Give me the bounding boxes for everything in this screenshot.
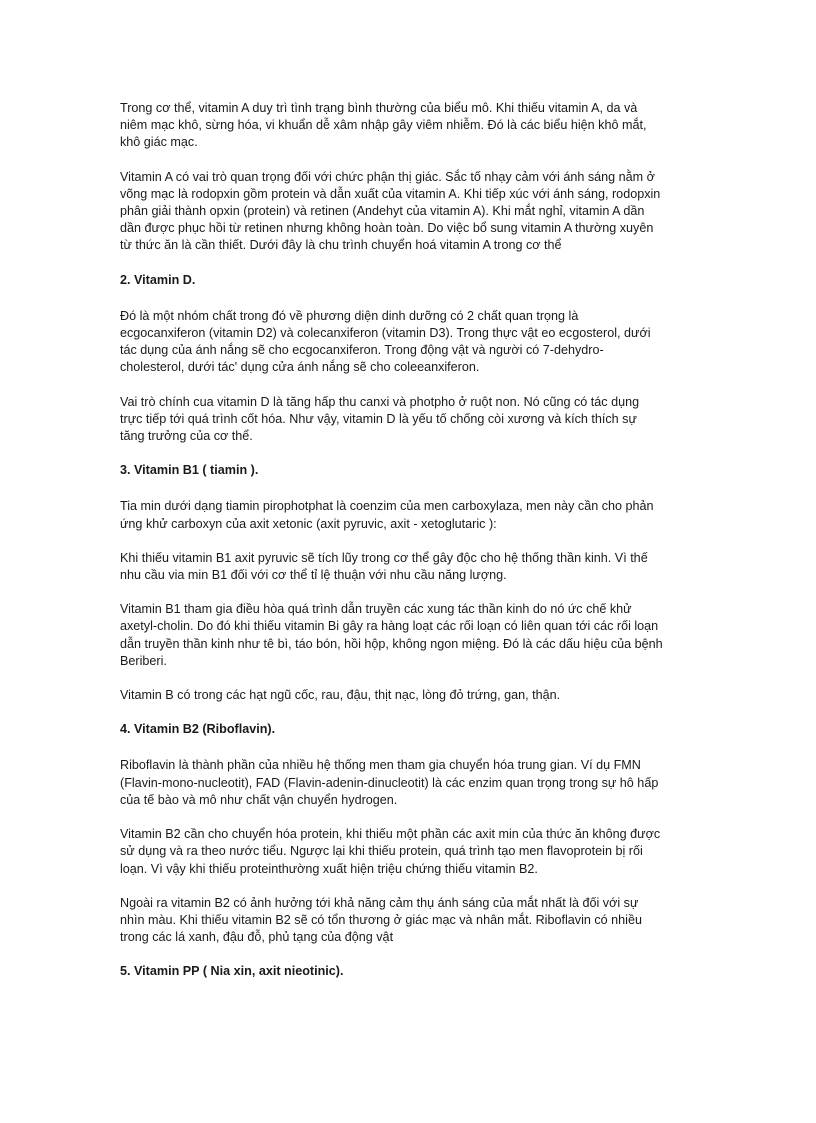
paragraph-vitamin-b1-nervous: [120, 601, 705, 670]
section-heading-vitamin-b1: [120, 462, 705, 479]
text-line: Tia min dưới dạng tiamin pirophotphat là coenzim của men carboxylaza, men này cần cho phản: [120, 499, 654, 514]
text-line: ecgocanxiferon (vitamin D2) và colecanxiferon (vitamin D3). Trong thực vật eo ecgosterol, dưới: [120, 326, 651, 341]
text-line: ứng khử carboxyn của axit xetonic (axit pyruvic, axit - xetoglutaric ):: [120, 516, 497, 531]
text-line: tác dụng của ánh nắng sẽ cho ecgocanxiferon. Trong động vật và người có 7-dehydro-: [120, 343, 604, 358]
paragraph-vitamin-d-role: [120, 394, 705, 446]
text-line: trong các lá xanh, đậu đỗ, phủ tạng của động vật: [120, 930, 394, 945]
text-line: dẫn truyền thần kinh như tê bì, táo bón, hồi hộp, không ngon miệng. Đó là các dấu hiệu của bệnh: [120, 636, 663, 651]
text-line: Vitamin A có vai trò quan trọng đối với chức phận thị giác. Sắc tố nhạy cảm với ánh sáng nằm ở: [120, 169, 655, 184]
text-line: (Flavin-mono-nucleotit), FAD (Flavin-adenin-dinucleotit) là các enzim quan trọng trong sự hô hấp: [120, 775, 659, 790]
section-heading-vitamin-d: [120, 272, 705, 289]
text-line: tăng trưởng của cơ thể.: [120, 429, 253, 444]
text-line: Riboflavin là thành phần của nhiều hệ thống men tham gia chuyển hóa trung gian. Ví dụ FMN: [120, 758, 641, 773]
paragraph-vitamin-b-sources: [120, 687, 705, 704]
text-line: phân giải thành opxin (protein) và retinen (Andehyt của vitamin A). Khi mắt nghỉ, vitamin A dần: [120, 204, 645, 219]
text-line: Beriberi.: [120, 653, 167, 668]
text-line: Vitamin B1 tham gia điều hòa quá trình dẫn truyền các xung tác thần kinh do nó ức chế khử: [120, 602, 632, 617]
text-line: sử dụng và ra theo nước tiểu. Ngược lại khi thiếu protein, quá trình tạo men flavoprotein bị rối: [120, 844, 643, 859]
section-heading-vitamin-pp: [120, 963, 705, 980]
text-line: axetyl-cholin. Do đó khi thiếu vitamin Bi gây ra hàng loạt các rối loạn có liên quan tới các rối loạn: [120, 619, 659, 634]
text-line: Vitamin B có trong các hạt ngũ cốc, rau, đậu, thịt nạc, lòng đỏ trứng, gan, thận.: [120, 688, 561, 703]
text-line: khô giác mạc.: [120, 135, 198, 150]
text-line: Vai trò chính cua vitamin D là tăng hấp thu canxi và photpho ở ruột non. Nó cũng có tác dụng: [120, 394, 640, 409]
text-line: Khi thiếu vitamin B1 axit pyruvic sẽ tích lũy trong cơ thể gây độc cho hệ thống thần kinh. Vì thế: [120, 550, 648, 565]
text-line: Ngoài ra vitamin B2 có ảnh hưởng tới khả năng cảm thụ ánh sáng của mắt nhất là đối với sự: [120, 895, 639, 910]
heading-text: 5. Vitamin PP ( Nia xin, axit nieotinic).: [120, 964, 344, 979]
heading-text: 3. Vitamin B1 ( tiamin ).: [120, 463, 259, 478]
heading-text: 2. Vitamin D.: [120, 272, 196, 287]
paragraph-vitamin-a-epithelium: [120, 100, 705, 152]
text-line: nhu cầu via min B1 đối với cơ thể tỉ lệ thuận với nhu cầu năng lượng.: [120, 568, 507, 583]
text-line: niêm mạc khô, sừng hóa, vi khuẩn dễ xâm nhập gây viêm nhiễm. Đó là các biểu hiện khô mắt,: [120, 118, 647, 133]
text-line: nhìn màu. Khi thiếu vitamin B2 sẽ có tổn thương ở giác mạc và nhân mắt. Riboflavin có nhiều: [120, 912, 642, 927]
paragraph-vitamin-b1-deficiency: [120, 550, 705, 584]
text-line: Đó là một nhóm chất trong đó về phương diện dinh dưỡng có 2 chất quan trọng là: [120, 308, 579, 323]
paragraph-riboflavin-role: [120, 757, 705, 809]
text-line: Trong cơ thể, vitamin A duy trì tình trạng bình thường của biểu mô. Khi thiếu vitamin A, da và: [120, 101, 638, 115]
paragraph-vitamin-a-vision: [120, 169, 705, 255]
paragraph-vitamin-b1-coenzyme: [120, 498, 705, 532]
document-page: [120, 100, 705, 1000]
text-line: trực tiếp tới quá trình cốt hóa. Như vậy, vitamin D là yếu tố chống còi xương và kích thích sự: [120, 411, 637, 426]
section-heading-vitamin-b2: [120, 721, 705, 738]
text-line: từ thức ăn là cần thiết. Dưới đây là chu trình chuyển hoá vitamin A trong cơ thể: [120, 238, 562, 253]
text-line: Vitamin B2 cần cho chuyển hóa protein, khi thiếu một phần các axit min của thức ăn không được: [120, 827, 661, 842]
text-line: dần được phục hồi từ retinen nhưng không hoàn toàn. Do việc bổ sung vitamin A thường xuyên: [120, 221, 654, 236]
text-line: của tế bào và mô như chất vận chuyển hydrogen.: [120, 792, 398, 807]
paragraph-vitamin-d-definition: [120, 308, 705, 377]
paragraph-vitamin-b2-vision: [120, 895, 705, 947]
heading-text: 4. Vitamin B2 (Riboflavin).: [120, 722, 276, 737]
paragraph-vitamin-b2-protein: [120, 826, 705, 878]
text-line: võng mạc là rodopxin gồm protein và dẫn xuất của vitamin A. Khi tiếp xúc với ánh sáng, rodopxin: [120, 186, 661, 201]
text-line: cholesterol, dưới tác' dụng cửa ánh nắng sẽ cho coleeanxiferon.: [120, 360, 480, 375]
text-line: loạn. Vì vậy khi thiếu proteinthường xuất hiện triệu chứng thiếu vitamin B2.: [120, 861, 538, 876]
